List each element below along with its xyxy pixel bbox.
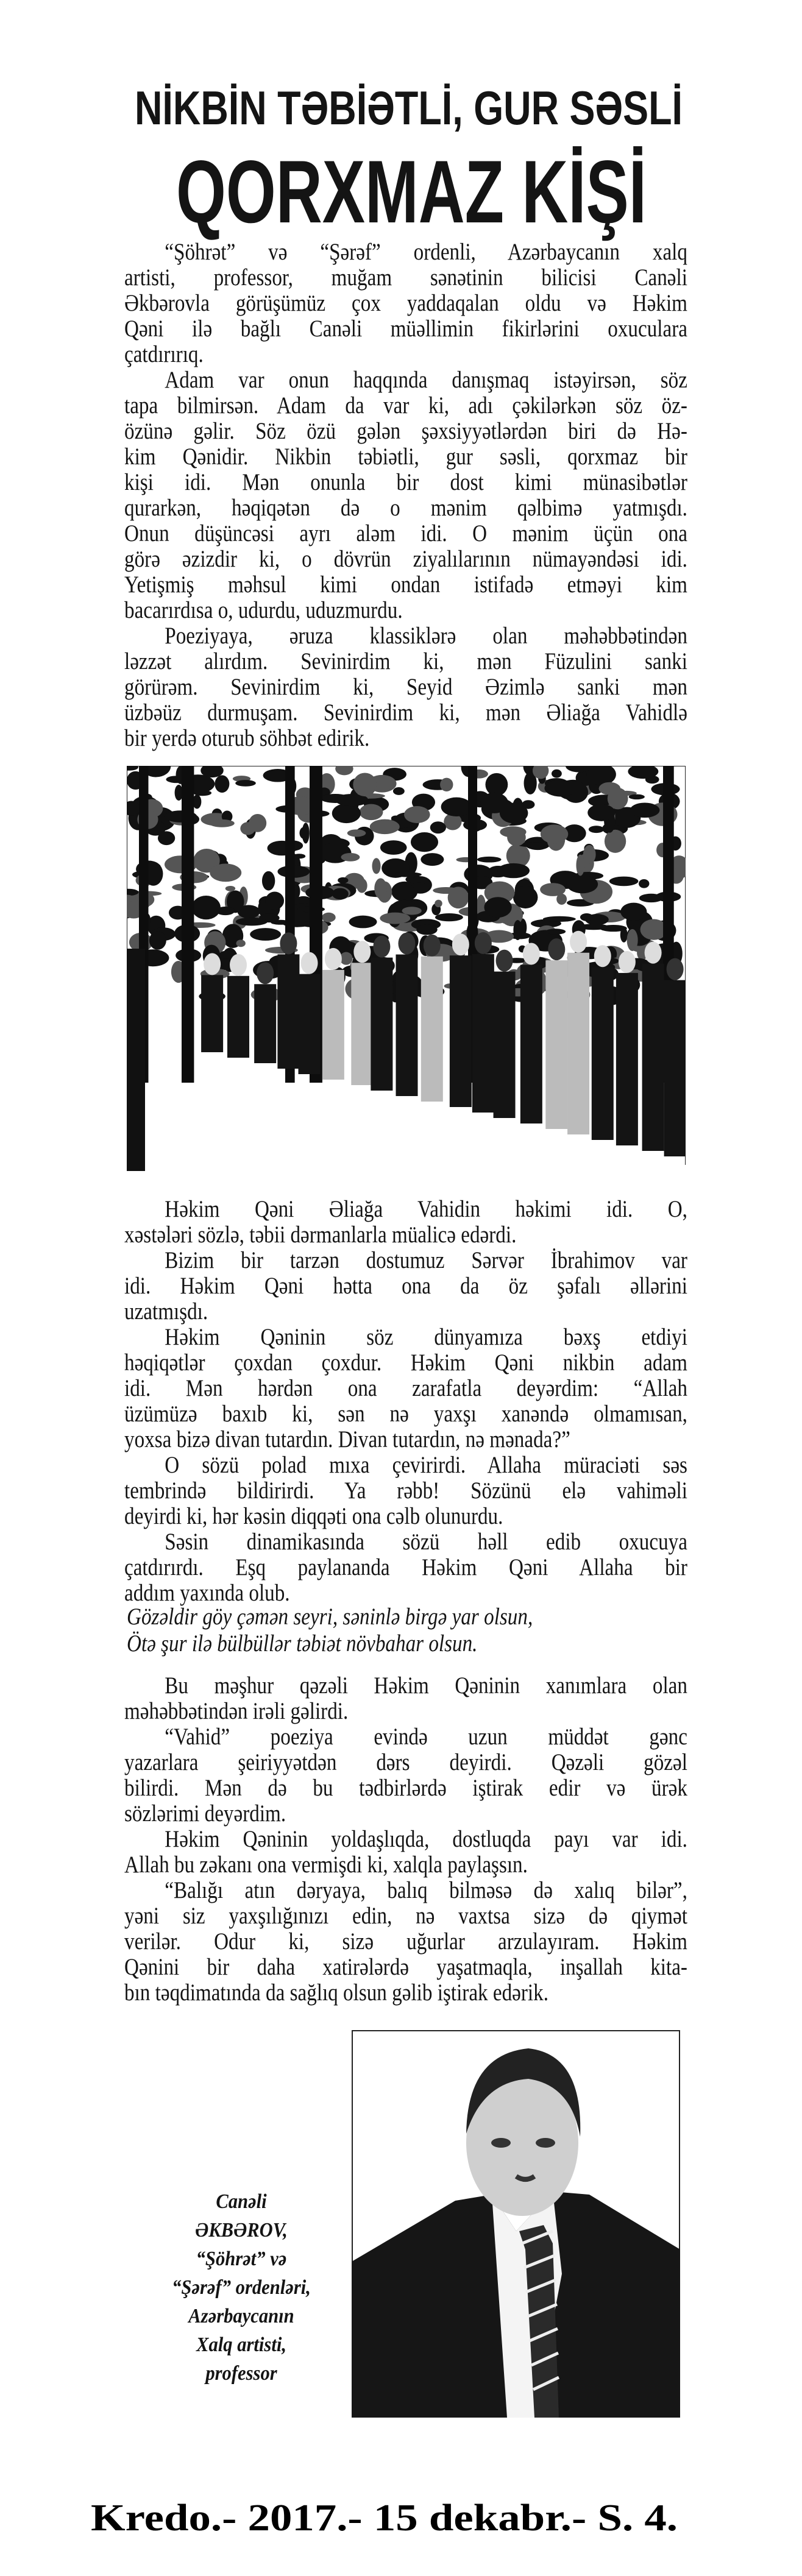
paragraph-line: bacarırdısa o, udurdu, uduzmurdu. (124, 597, 403, 623)
headline-main (176, 142, 647, 241)
paragraph-line: kişi idi. Mən onunla bir dost kimi münasibətlər (124, 469, 687, 495)
paragraph-line: Onun düşüncəsi ayrı aləm idi. O mənim üçün ona (124, 520, 687, 547)
headline-main-text: QORXMAZ KİŞİ (176, 142, 647, 241)
paragraph-line: sözlərimi deyərdim. (124, 1800, 286, 1827)
paragraph-line: yoxsa bizə divan tutardın. Divan tutardın, nə mənada?” (124, 1426, 570, 1453)
paragraph-line: “Vahid” poeziya evində uzun müddət gənc (165, 1724, 687, 1750)
paragraph-line: deyirdi ki, hər kəsin diqqəti ona cəlb olunurdu. (124, 1503, 503, 1529)
paragraph-line: Yetişmiş məhsul kimi ondan istifadə etməyi kim (124, 571, 687, 598)
paragraph-line: çatdırırıq. (124, 341, 204, 367)
caption-line: professor (205, 2362, 277, 2385)
paragraph-line: həqiqətlər çoxdan çoxdur. Həkim Qəni nikbin adam (124, 1350, 687, 1376)
paragraph-line: qurarkən, həqiqətən də o mənim qəlbimə yatmışdı. (124, 495, 687, 521)
paragraph-line: addım yaxında olub. (124, 1580, 290, 1606)
paragraph-line: görürəm. Sevinirdim ki, Seyid Əzimlə sanki mən (124, 674, 687, 700)
caption-line: ƏKBƏROV, (195, 2219, 288, 2242)
paragraph-line: özünə gəlir. Söz özü gələn şəxsiyyətlərdən biri də Hə- (124, 418, 687, 444)
paragraph-line: bir yerdə oturub söhbət edirik. (124, 725, 370, 751)
group-photo (127, 766, 686, 1171)
article-body-section-2 (124, 1197, 687, 1606)
portrait-caption (144, 2187, 339, 2388)
paragraph-line: tembrində bildirirdi. Ya rəbb! Sözünü elə vahiməli (124, 1477, 687, 1504)
poem-quote (127, 1604, 690, 1657)
paragraph-line: Poeziyaya, əruza klassiklərə olan məhəbbətindən (165, 623, 687, 649)
paragraph-line: Əkbərovla görüşümüz çox yaddaqalan oldu və Həkim (124, 290, 687, 316)
paragraph-line: uzatmışdı. (124, 1298, 208, 1325)
paragraph-line: bın təqdimatında da sağlıq olsun gəlib iştirak edərik. (124, 1980, 549, 2006)
paragraph-line: idi. Mən hərdən ona zarafatla deyərdim: “Allah (124, 1375, 687, 1401)
portrait-photo (352, 2030, 680, 2418)
paragraph-line: “Şöhrət” və “Şərəf” ordenli, Azərbaycanın xalq (165, 239, 687, 265)
paragraph-line: “Balığı atın dəryaya, balıq bilməsə də xalıq bilər”, (165, 1877, 687, 1903)
paragraph-line: Həkim Qəni Əliağa Vahidin həkimi idi. O, (165, 1196, 687, 1222)
paragraph-line: üzümüzə baxıb ki, sən nə yaxşı xanəndə olmamısan, (124, 1401, 687, 1427)
poem-line: Gözəldir göy çəmən seyri, səninlə birgə yar olsun, (127, 1604, 533, 1630)
paragraph-line: çatdırırdı. Eşq paylananda Həkim Qəni Allaha bir (124, 1554, 687, 1580)
headline-kicker (135, 80, 683, 135)
paragraph-line: ləzzət alırdım. Sevinirdim ki, mən Füzulini sanki (124, 648, 687, 674)
article-body-section-1 (124, 239, 687, 751)
paragraph-line: idi. Həkim Qəni hətta ona da öz şəfalı əllərini (124, 1273, 687, 1299)
source-citation-text: Kredo.- 2017.- 15 dekabr.- S. 4. (91, 2497, 678, 2539)
paragraph-line: O sözü polad mıxa çevirirdi. Allaha müraciəti səs (165, 1452, 687, 1478)
paragraph-line: artisti, professor, muğam sənətinin bilicisi Canəli (124, 264, 687, 291)
caption-line: Xalq artisti, (196, 2334, 286, 2356)
paragraph-line: Həkim Qəninin yoldaşlıqda, dostluqda payı var idi. (165, 1826, 687, 1852)
caption-line: Canəli (216, 2190, 267, 2213)
caption-line: “Şərəf” ordenləri, (172, 2276, 311, 2299)
poem-line: Ötə şur ilə bülbüllər təbiət növbahar olsun. (127, 1630, 478, 1657)
paragraph-line: üzbəüz durmuşam. Sevinirdim ki, mən Əliağa Vahidlə (124, 699, 687, 726)
paragraph-line: görə əzizdir ki, o dövrün ziyalılarının nümayəndəsi idi. (124, 546, 687, 572)
paragraph-line: verilər. Odur ki, sizə uğurlar arzulayıram. Həkim (124, 1928, 687, 1955)
paragraph-line: Səsin dinamikasında sözü həll edib oxucuya (165, 1529, 687, 1555)
paragraph-line: Adam var onun haqqında danışmaq istəyirsən, söz (165, 367, 687, 393)
paragraph-line: yazarlara şeiriyyətdən dərs deyirdi. Qəzəli gözəl (124, 1749, 687, 1775)
paragraph-line: yəni siz yaxşılığınızı edin, nə vaxtsa sizə də qiymət (124, 1903, 687, 1929)
paragraph-line: tapa bilmirsən. Adam da var ki, adı çəkilərkən söz öz- (124, 392, 687, 419)
paragraph-line: xəstələri sözlə, təbii dərmanlarla müalicə edərdi. (124, 1222, 517, 1248)
article-body-section-3 (124, 1673, 687, 2006)
paragraph-line: Qənini bir daha xatirələrdə yaşatmaqla, inşallah kita- (124, 1954, 687, 1980)
paragraph-line: Allah bu zəkanı ona vermişdi ki, xalqla paylaşsın. (124, 1852, 528, 1878)
paragraph-line: Həkim Qəninin söz dünyamıza bəxş etdiyi (165, 1324, 687, 1350)
source-citation (91, 2497, 678, 2539)
caption-line: “Şöhrət” və (196, 2248, 287, 2270)
paragraph-line: Bu məşhur qəzəli Həkim Qəninin xanımlara olan (165, 1672, 687, 1699)
paragraph-line: bilirdi. Mən də bu tədbirlərdə iştirak edir və ürək (124, 1775, 687, 1801)
paragraph-line: Bizim bir tarzən dostumuz Sərvər İbrahimov var (165, 1247, 687, 1273)
paragraph-line: məhəbbətindən irəli gəlirdi. (124, 1698, 349, 1724)
headline-kicker-text: NİKBİN TƏBİƏTLİ, GUR SƏSLİ (135, 81, 683, 135)
caption-line: Azərbaycanın (188, 2305, 294, 2327)
paragraph-line: Qəni ilə bağlı Canəli müəllimin fikirlərini oxuculara (124, 316, 687, 342)
paragraph-line: kim Qənidir. Nikbin təbiətli, gur səsli, qorxmaz bir (124, 444, 687, 470)
